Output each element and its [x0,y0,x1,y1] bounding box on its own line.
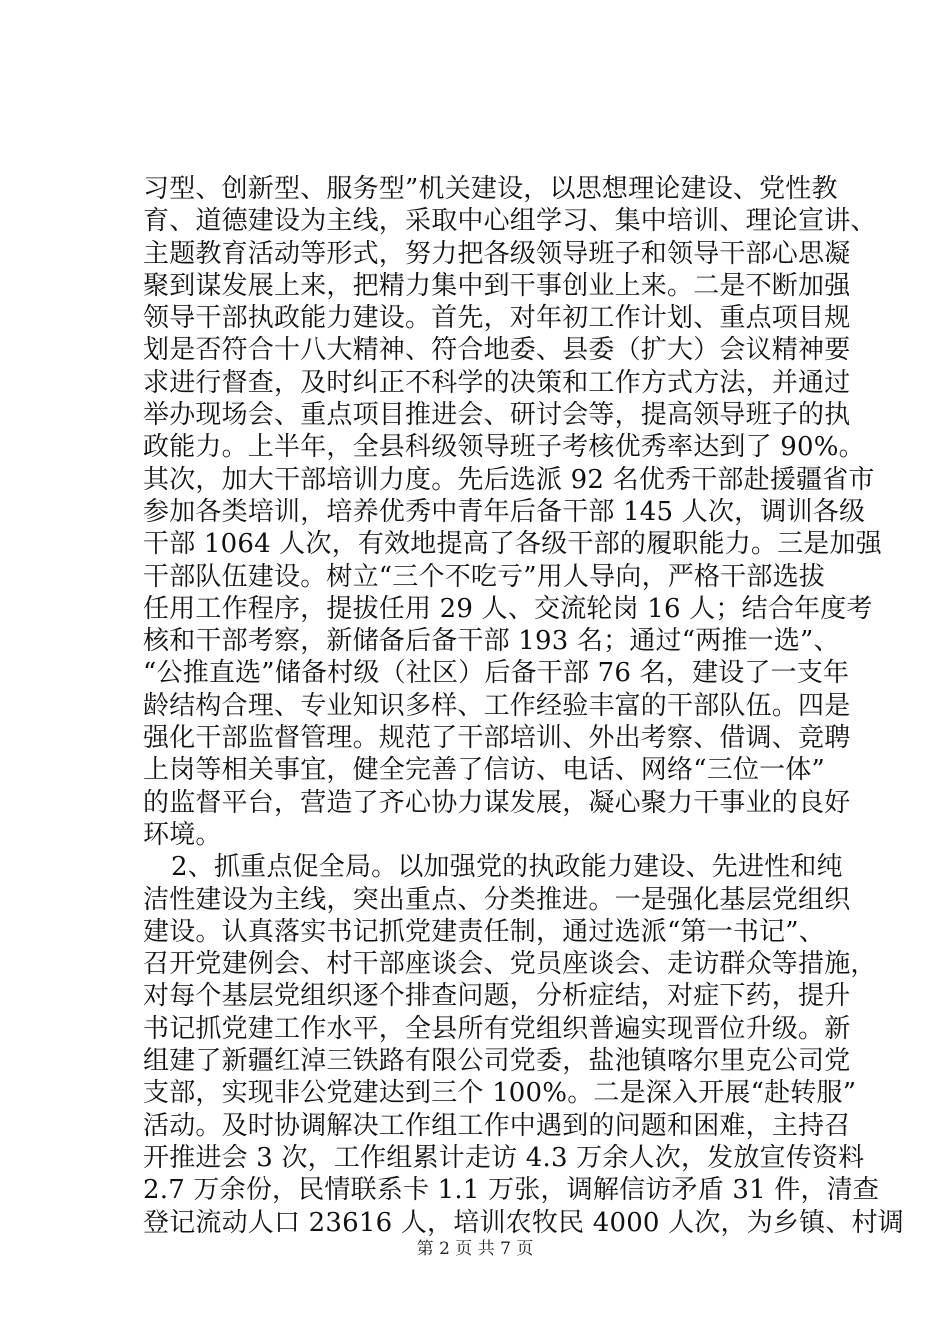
text-line: 划是否符合十八大精神、符合地委、县委（扩大）会议精神要 [143,335,851,366]
text-line: 洁性建设为主线，突出重点、分类推进。一是强化基层党组织 [143,884,851,915]
text-line: 强化干部监督管理。规范了干部培训、外出考察、借调、竞聘 [143,723,851,754]
text-line: 支部，实现非公党建达到三个 100%。二是深入开展“赴转服” [143,1078,857,1109]
text-line: 活动。及时协调解决工作组工作中遇到的问题和困难，主持召 [143,1110,851,1141]
text-line: 求进行督查，及时纠正不科学的决策和工作方式方法，并通过 [143,367,851,398]
text-line: 登记流动人口 23616 人，培训农牧民 4000 人次，为乡镇、村调 [143,1207,904,1238]
text-line: 干部队伍建设。树立“三个不吃亏”用人导向，严格干部选拔 [143,561,825,592]
text-line: 的监督平台，营造了齐心协力谋发展，凝心聚力干事业的良好 [143,787,851,818]
text-line: 龄结构合理、专业知识多样、工作经验丰富的干部队伍。四是 [143,690,851,721]
text-line: 核和干部考察，新储备后备干部 193 名；通过“两推一选”、 [143,626,840,657]
text-line: 任用工作程序，提拔任用 29 人、交流轮岗 16 人；结合年度考 [143,593,873,624]
text-line: 召开党建例会、村干部座谈会、党员座谈会、走访群众等措施， [143,949,877,980]
body-text [143,173,904,1239]
text-line: 主题教育活动等形式，努力把各级领导班子和领导干部心思凝 [143,238,851,269]
text-line: 2.7 万余份，民情联系卡 1.1 万张，调解信访矛盾 31 件，清查 [143,1175,880,1206]
text-line: 其次，加大干部培训力度。先后选派 92 名优秀干部赴援疆省市 [143,464,875,495]
text-line: 开推进会 3 次，工作组累计走访 4.3 万余人次，发放宣传资料 [143,1142,865,1173]
text-line: 对每个基层党组织逐个排查问题，分析症结，对症下药，提升 [143,981,851,1012]
text-line: 聚到谋发展上来，把精力集中到干事创业上来。二是不断加强 [143,270,851,301]
text-line: 上岗等相关事宜，健全完善了信访、电话、网络“三位一体” [143,755,825,786]
text-line: 习型、创新型、服务型”机关建设，以思想理论建设、党性教 [143,174,838,204]
text-line: 参加各类培训，培养优秀中青年后备干部 145 人次，调训各级 [143,496,866,527]
text-line: “公推直选”储备村级（社区）后备干部 76 名，建设了一支年 [143,658,850,689]
paragraph-start-line: 2、抓重点促全局。以加强党的执政能力建设、先进性和纯 [171,852,843,883]
text-line: 建设。认真落实书记抓党建责任制，通过选派“第一书记”、 [143,916,825,947]
page-number-footer: 第 2 页 共 7 页 [416,1239,534,1259]
text-line: 育、道德建设为主线，采取中心组学习、集中培训、理论宣讲、 [143,206,877,237]
text-line: 干部 1064 人次，有效地提高了各级干部的履职能力。三是加强 [143,529,882,560]
text-line: 举办现场会、重点项目推进会、研讨会等，提高领导班子的执 [143,400,851,431]
text-line: 领导干部执政能力建设。首先，对年初工作计划、重点项目规 [143,303,851,334]
text-line: 组建了新疆红淖三铁路有限公司党委，盐池镇喀尔里克公司党 [143,1046,851,1077]
text-line: 环境。 [143,819,222,850]
text-line: 政能力。上半年，全县科级领导班子考核优秀率达到了 90%。 [143,432,865,463]
text-line: 书记抓党建工作水平，全县所有党组织普遍实现晋位升级。新 [143,1013,851,1044]
